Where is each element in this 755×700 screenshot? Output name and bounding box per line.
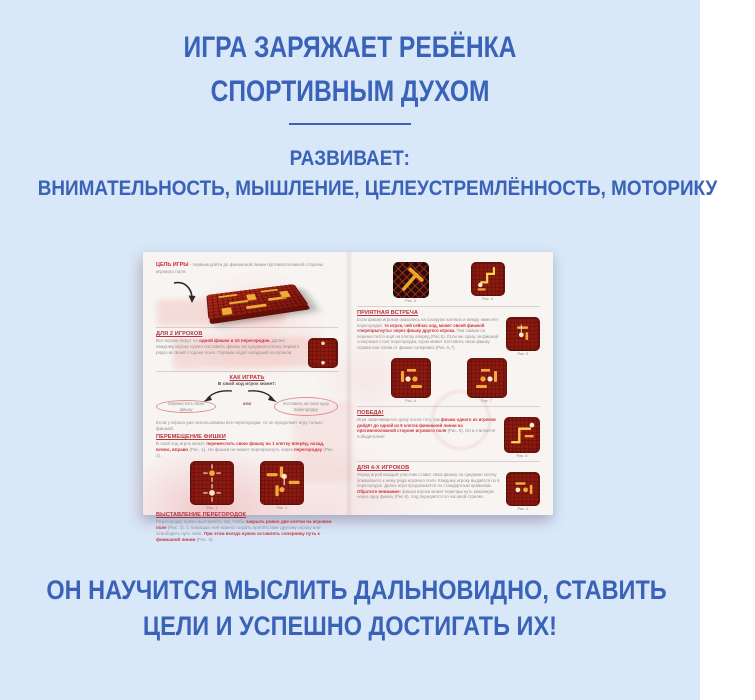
option-move-oval: переместить свою фишку [156,400,216,413]
figure-label: Рис. 8 [516,454,528,458]
figure-1 [190,461,234,510]
figure-board-8 [504,417,540,453]
board-glyph-icon [504,417,540,453]
bottom-line2: ЦЕЛИ И УСПЕШНО ДОСТИГАТЬ ИХ! [142,611,558,641]
figure-board-9 [506,472,540,506]
option-wall-oval: поставить на поле одну перегородку [274,397,338,416]
goal-illustration [156,276,338,324]
move-heading: ПЕРЕМЕЩЕНИЕ ФИШКИ [156,433,226,440]
board-glyph-icon [467,358,507,398]
board-glyph-icon [471,262,505,296]
goal-heading: ЦЕЛЬ ИГРЫ [156,262,189,268]
board-glyph-icon [190,461,234,505]
figure-label: Рис. 3 [405,299,416,303]
develops-block [0,144,718,204]
figure-board-start [308,338,338,368]
for4-text: Перед игрой каждый участник ставит свою фишку на среднюю клетку ближайшего к нему ряда игрового поля. Каждому игроку выдаётся по 5 перегородок. Далее игра продолжается по стандартным правилам. Обратите внимание: фишка игрока может перепрыгнуть максимум через одну фишку (Рис.9). Ход передаётся по часовой стрелке. [357,472,500,499]
section-divider [357,306,540,307]
figure-9 [506,472,540,511]
goal-text: - первым дойти до финишной линии противоположной стороны игрового поля. [156,262,324,275]
wallplace-text: Перегородку нужно выставлять так, чтобы закрыть ровно две клетки на игровом поле (Рис. 3). С помощью неё можно создать препятствие другому игроку или освободить путь себе. При этом всегда нужно оставлять сопернику путь к финишной линии (Рис. 4). [156,518,332,542]
figure-2 [260,461,304,510]
headline-line2: СПОРТИВНЫМ ДУХОМ [210,75,490,108]
figure-4 [471,262,505,303]
bottom-headline [0,572,700,644]
develops-list: ВНИМАТЕЛЬНОСТЬ, МЫШЛЕНИЕ, ЦЕЛЕУСТРЕМЛЁННОСТЬ, МОТОРИКУ [37,177,718,200]
bottom-line1: ОН НАУЧИТСЯ МЫСЛИТЬ ДАЛЬНОВИДНО, СТАВИТЬ [46,575,667,605]
section-divider [156,327,338,328]
figure-5 [506,317,540,356]
figure-board-4 [471,262,505,296]
how-heading: КАК ИГРАТЬ [229,375,265,382]
figure-board-6 [391,358,431,398]
figure-board-1 [190,461,234,505]
how-sub: В свой ход игрок может: [217,382,277,388]
top-headline [0,26,700,114]
section-divider [156,371,338,372]
win-heading: ПОБЕДА! [357,410,384,416]
figure-label: Рис. 9 [517,507,529,511]
figure-label: Рис. 2 [276,505,288,510]
figure-3 [393,262,429,303]
for4-heading: ДЛЯ 4-Х ИГРОКОВ [357,465,410,471]
figure-label: Рис. 7 [481,399,492,403]
win-text: Игра заканчивается сразу после того, как фишка одного из игроков дойдёт до одной из 9 клеток финишной линии на противоположной стороне игрового поля (Рис. 8). Он и считается победителем! [357,417,496,439]
figure-board-3 [393,262,429,298]
figure-6 [391,358,431,403]
section-divider [357,461,540,462]
goal-paragraph [156,262,338,275]
headline-line1: ИГРА ЗАРЯЖАЕТ РЕБЁНКА [183,31,517,64]
meet-heading: ПРИЯТНАЯ ВСТРЕЧА [357,310,419,316]
figure-label: Рис. 5 [517,352,529,356]
turn-options [156,388,338,420]
instruction-booklet [143,252,553,542]
booklet-right-page [348,252,553,515]
figure-board-5 [506,317,540,351]
booklet-left-page [143,252,348,542]
walls-note: Если у игрока уже использованы все перегородки, то он продолжит игру только фишкой. [156,420,323,431]
section-divider [357,406,540,407]
board-glyph-icon [260,461,304,505]
figure-board-7 [467,358,507,398]
meet-text: Если фишки игроков оказались на соседних клетках и между ними нет перегородки, то игрок, чей сейчас ход, может своей фишкой «перепрыгнуть» через фишку другого игрока. Тем самым он переместится ещё на клетку вперёд (Рис.5). Если же сразу за фишкой соперника стоит перегородка, игрок может поставить свою фишку справа или слева от фишки соперника (Рис. 6,7). [357,317,499,350]
board-glyph-icon [506,317,540,351]
curved-arrow-icon [170,280,200,306]
game-board-3d [206,284,309,320]
develops-label: РАЗВИВАЕТ: [289,147,411,170]
board-glyph-icon [308,338,338,368]
figure-board-2 [260,461,304,505]
or-label: или [242,401,252,407]
figure-8 [504,417,540,458]
figure-label: Рис. 4 [482,297,493,301]
board-glyph-icon [506,472,540,506]
board-glyph-icon [393,262,429,298]
move-text: В свой ход игрок может переместить свою фишку на 1 клетку вперёд, назад, влево, вправо (Рис. 1). Но фишка не может перепрыгнуть через перегородку (Рис. 2). [156,440,334,458]
for2-heading: ДЛЯ 2 ИГРОКОВ [156,331,203,338]
headline-divider [289,123,411,125]
for2-text: Все игроки берут по одной фишке и 10 перегородок. Далее каждому игроку нужно поставить фишку на среднюю клетку первого ряда на своей стороне поля. Первым ходит младший из игроков. [156,338,300,355]
figure-label: Рис. 1 [206,505,218,510]
figure-label: Рис. 6 [405,399,416,403]
wallplace-heading: ВЫСТАВЛЕНИЕ ПЕРЕГОРОДОК [156,511,247,518]
board-glyph-icon [391,358,431,398]
figure-7 [467,358,507,403]
